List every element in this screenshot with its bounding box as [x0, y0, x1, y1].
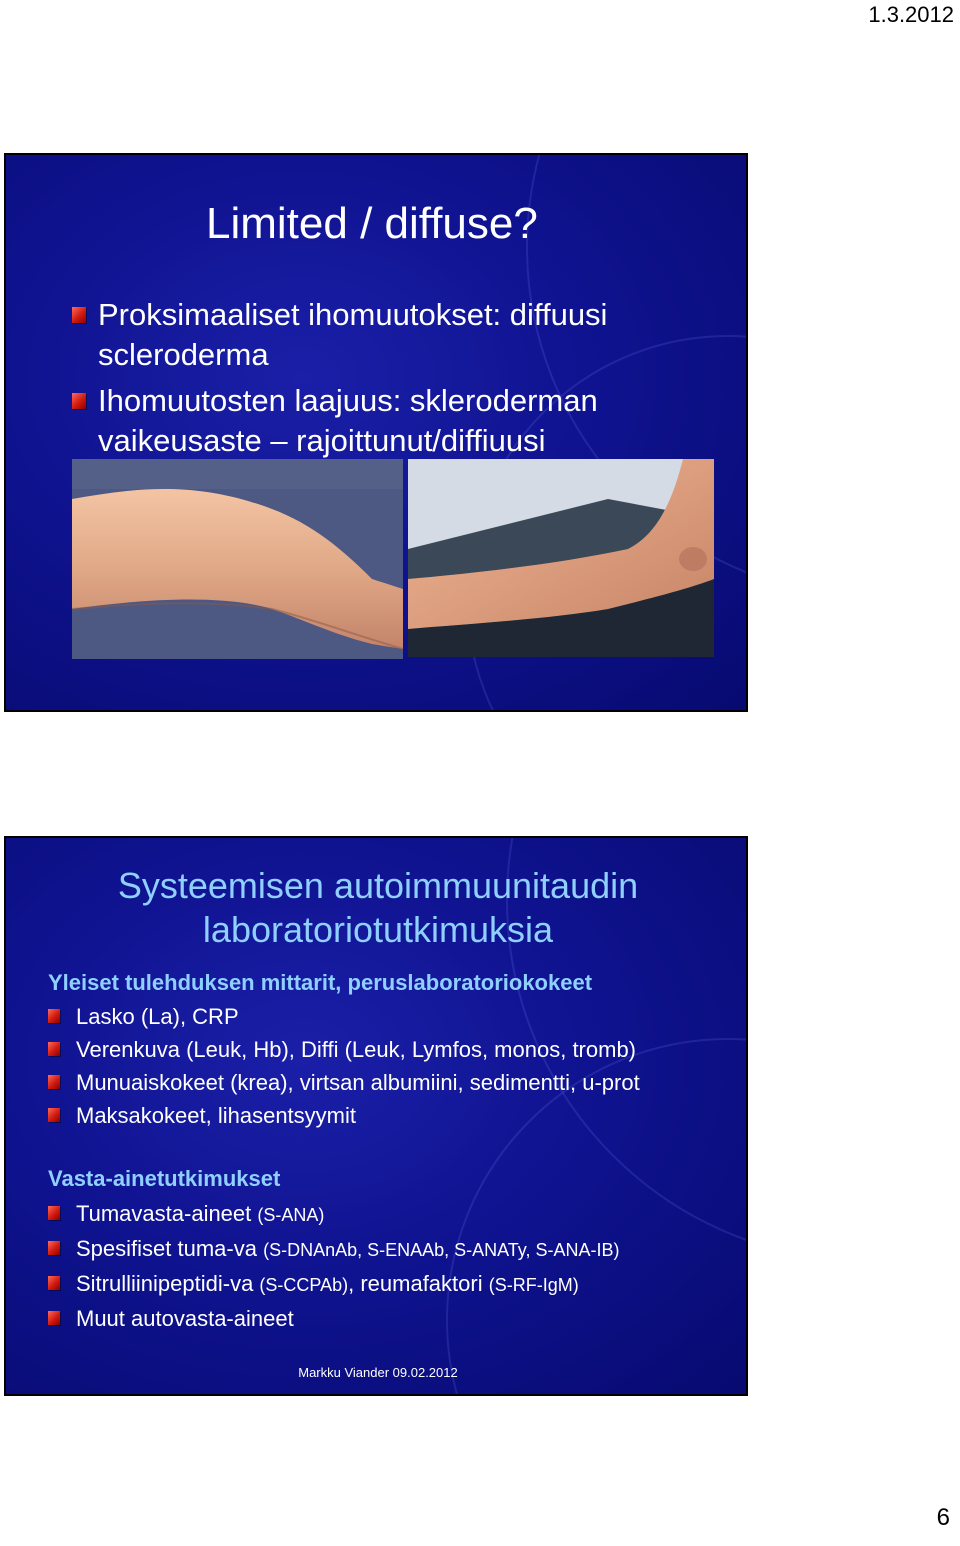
- square-bullet-icon: [48, 1108, 60, 1122]
- square-bullet-icon: [48, 1241, 60, 1255]
- section-heading: Yleiset tulehduksen mittarit, peruslaboratoriokokeet: [48, 970, 593, 995]
- square-bullet-icon: [48, 1206, 60, 1220]
- square-bullet-icon: [48, 1009, 60, 1023]
- bullet-item: [72, 381, 698, 461]
- bullet-item: [48, 1000, 640, 1033]
- bullet-text: Proksimaaliset ihomuutokset: diffuusi scleroderma: [98, 297, 608, 372]
- bullet-item: [48, 1066, 640, 1099]
- arm-photo-illustration: [408, 459, 714, 657]
- bullet-item: [72, 295, 698, 375]
- square-bullet-icon: [72, 393, 86, 409]
- page-date: 1.3.2012: [868, 2, 954, 27]
- bullet-text: Tumavasta-aineet: [76, 1201, 258, 1226]
- bullet-detail-2: (S-RF-IgM): [488, 1275, 579, 1295]
- bullet-text: Lasko (La), CRP: [76, 1004, 239, 1029]
- square-bullet-icon: [48, 1276, 60, 1290]
- bullet-detail: (S-DNAnAb, S-ENAAb, S-ANATy, S-ANA-IB): [263, 1240, 620, 1260]
- bullet-text: Sitrulliinipeptidi-va: [76, 1271, 260, 1296]
- section-heading: Vasta-ainetutkimukset: [48, 1166, 281, 1191]
- bullet-item: [48, 1033, 640, 1066]
- slide-2: [4, 836, 748, 1396]
- square-bullet-icon: [48, 1075, 60, 1089]
- slide-1: [4, 153, 748, 712]
- bullet-list: [48, 1000, 640, 1132]
- slide-footer: Markku Viander 09.02.2012: [298, 1365, 458, 1380]
- bullet-item: [48, 1232, 619, 1267]
- bullet-text: Muut autovasta-aineet: [76, 1306, 294, 1331]
- square-bullet-icon: [72, 307, 86, 323]
- bullet-text: Maksakokeet, lihasentsyymit: [76, 1103, 356, 1128]
- bullet-detail: (S-ANA): [257, 1205, 325, 1225]
- forearm-photo: [72, 459, 403, 659]
- bullet-detail: (S-CCPAb): [259, 1275, 349, 1295]
- square-bullet-icon: [48, 1042, 60, 1056]
- bullet-item: [48, 1267, 619, 1302]
- bullet-text-2: , reumafaktori: [348, 1271, 489, 1296]
- slide-title: Limited / diffuse?: [206, 199, 538, 248]
- bullet-item: [48, 1302, 619, 1335]
- bullet-item: [48, 1099, 640, 1132]
- bullet-text: Verenkuva (Leuk, Hb), Diffi (Leuk, Lymfos, monos, tromb): [76, 1037, 637, 1062]
- bullet-text: Munuaiskokeet (krea), virtsan albumiini, sedimentti, u-prot: [76, 1070, 640, 1095]
- bullet-text: Ihomuutosten laajuus: skleroderman vaikeusaste – rajoittunut/diffiuusi: [98, 383, 598, 458]
- slide-title: Systeemisen autoimmuunitaudin laboratoriotutkimuksia: [117, 865, 639, 950]
- bullet-list: [72, 295, 698, 467]
- page-number: 6: [936, 1504, 950, 1531]
- bullet-text: Spesifiset tuma-va: [76, 1236, 264, 1261]
- bullet-item: [48, 1197, 619, 1232]
- forearm-photo-illustration: [72, 459, 403, 659]
- bullet-list: [48, 1197, 619, 1335]
- square-bullet-icon: [48, 1311, 60, 1325]
- arm-photo: [408, 459, 714, 657]
